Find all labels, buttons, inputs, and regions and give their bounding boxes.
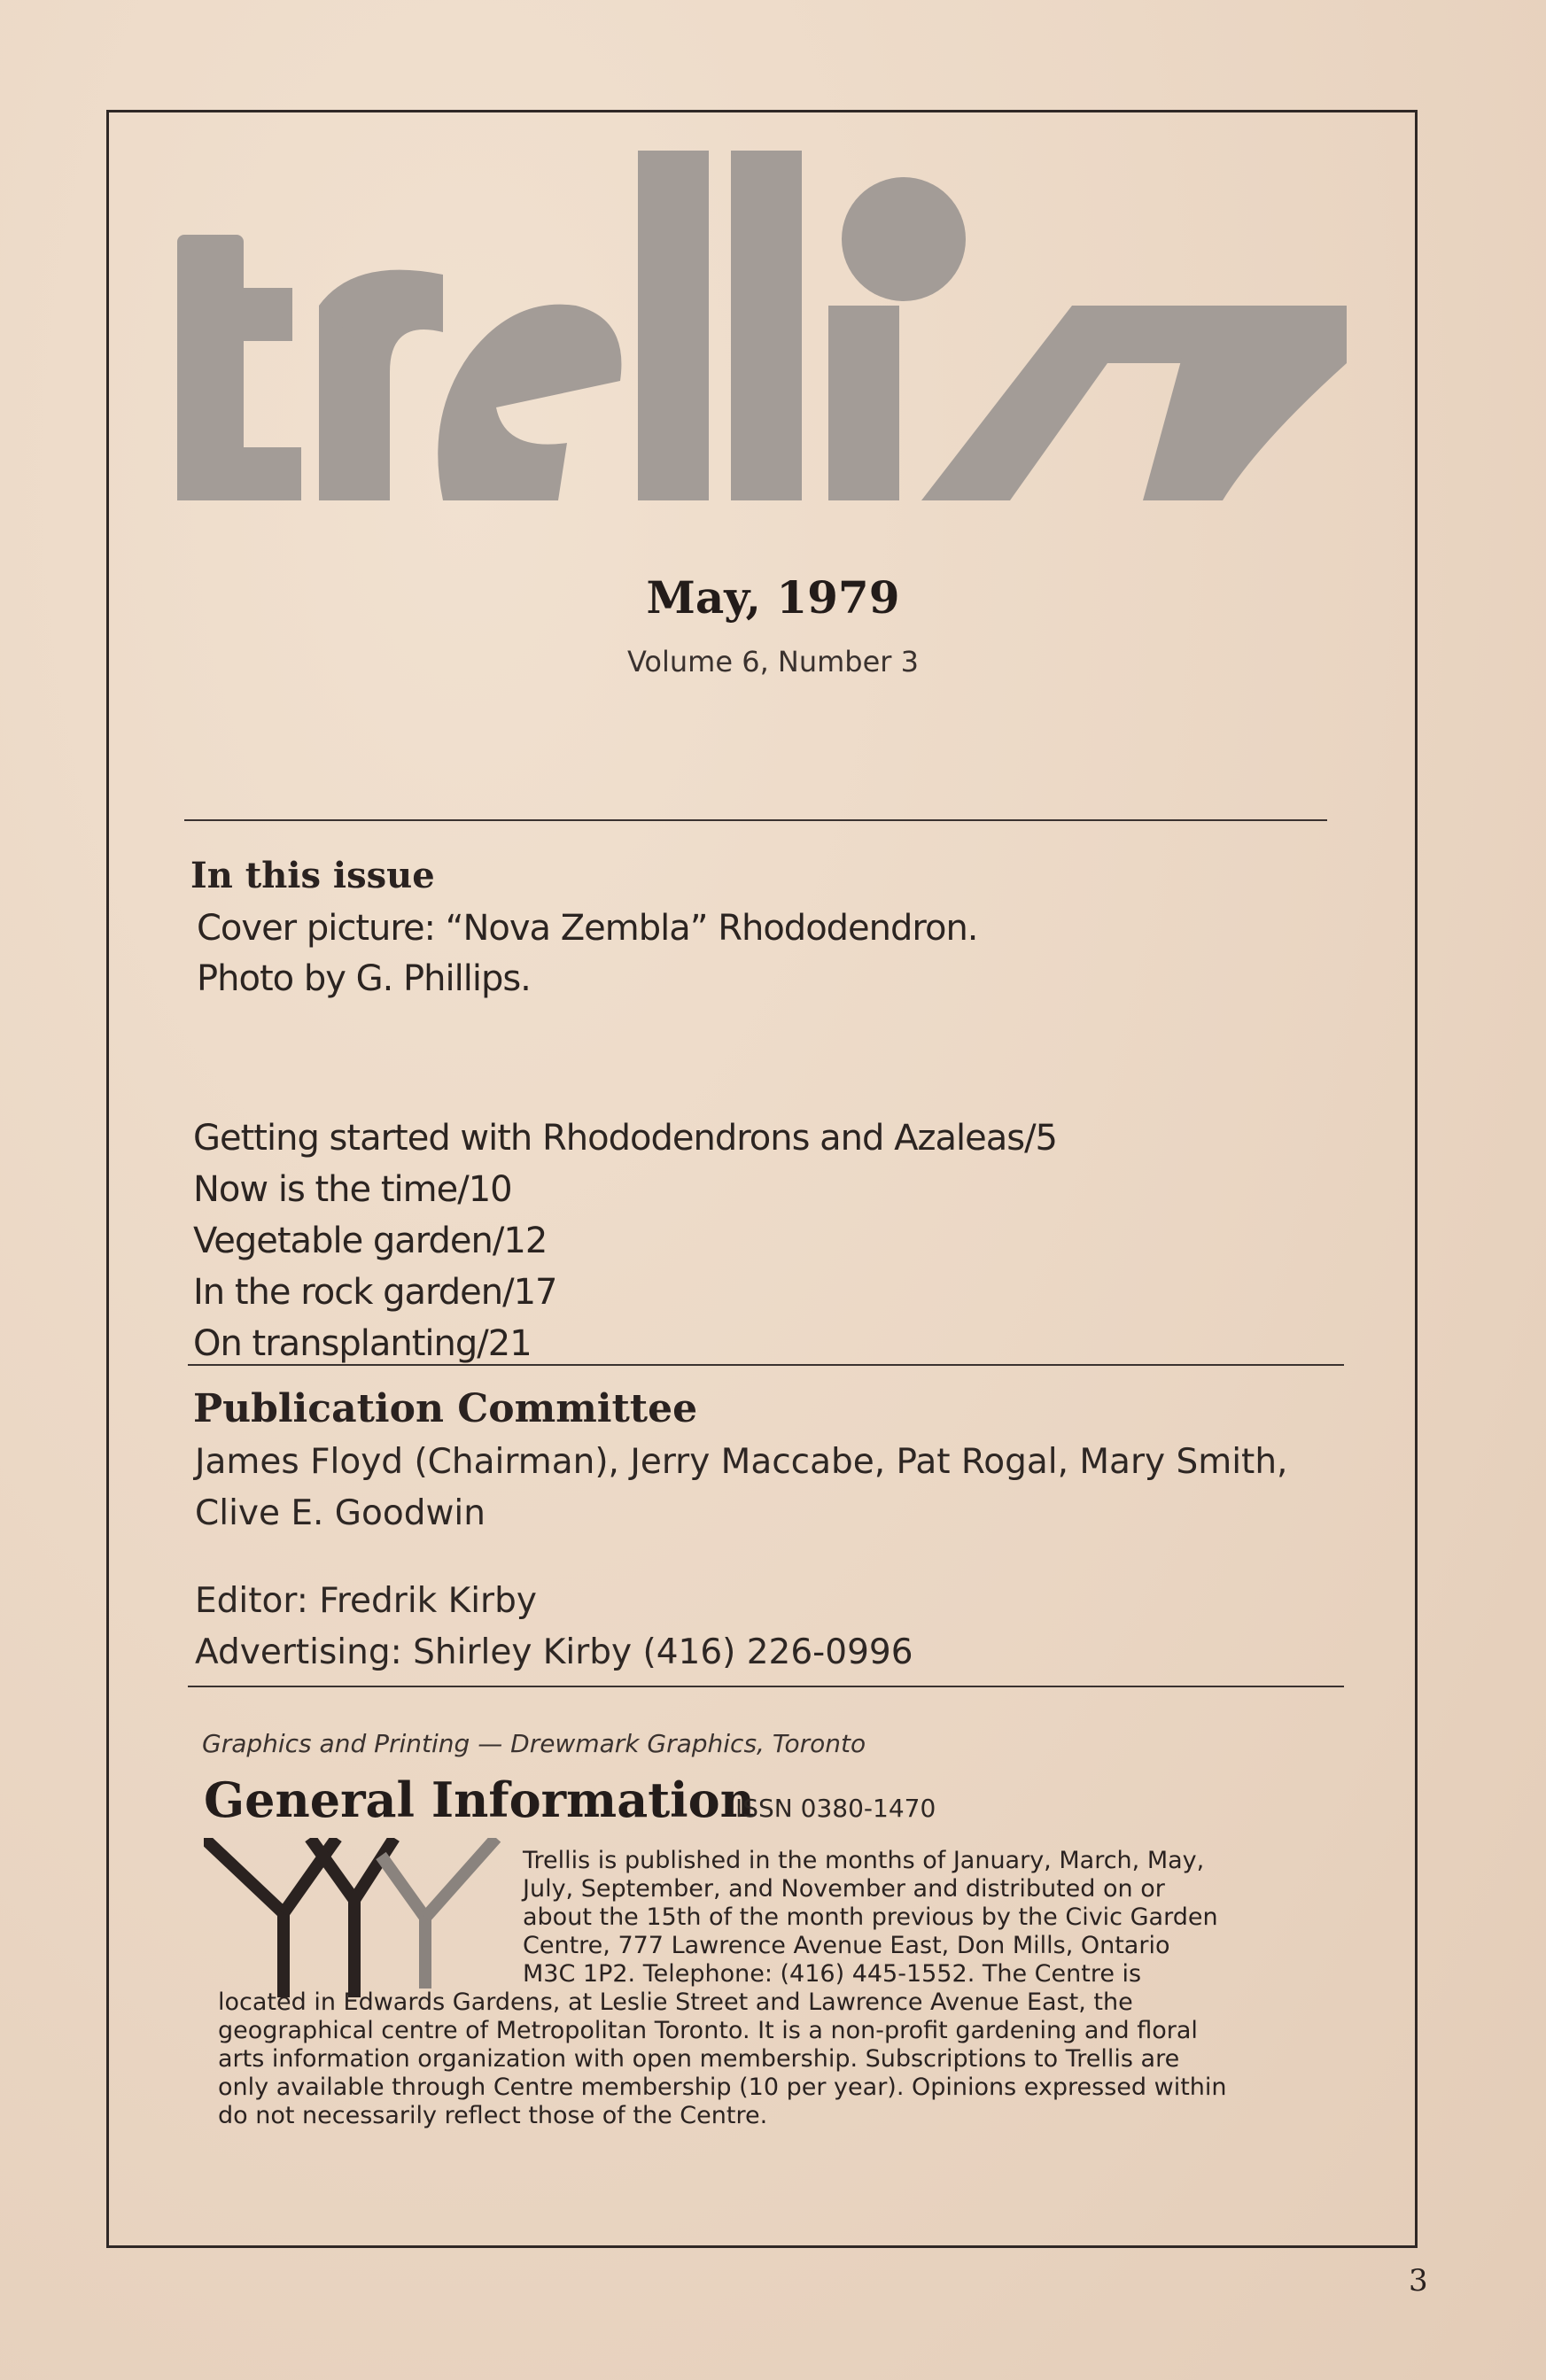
divider: [188, 1364, 1344, 1366]
divider: [188, 1686, 1344, 1687]
contents-item: Now is the time/10: [193, 1169, 512, 1210]
issue-date: May, 1979: [646, 571, 900, 624]
contents-item: On transplanting/21: [193, 1323, 532, 1364]
general-info-line: geographical centre of Metropolitan Toronto. It is a non-profit gardening and floral: [218, 2017, 1198, 2044]
masthead-logo: [177, 151, 1347, 540]
contents-item: In the rock garden/17: [193, 1272, 557, 1313]
general-info-line: July, September, and November and distributed on or: [523, 1875, 1165, 1903]
general-info-line: arts information organization with open membership. Subscriptions to Trellis are: [218, 2045, 1180, 2073]
editor-line: Editor: Fredrik Kirby: [195, 1581, 537, 1621]
general-info-line: only available through Centre membership (10 per year). Opinions expressed within: [218, 2074, 1227, 2101]
advertising-line: Advertising: Shirley Kirby (416) 226-0996: [195, 1632, 913, 1672]
graphics-credit: Graphics and Printing — Drewmark Graphics, Toronto: [202, 1729, 866, 1758]
committee-members-line: Clive E. Goodwin: [195, 1493, 486, 1533]
general-info-heading: General Information: [204, 1771, 755, 1828]
general-info-line: located in Edwards Gardens, at Leslie Street and Lawrence Avenue East, the: [218, 1989, 1133, 2016]
issn-number: ISSN 0380-1470: [735, 1794, 936, 1823]
general-info-line: Centre, 777 Lawrence Avenue East, Don Mills, Ontario: [523, 1932, 1170, 1959]
in-this-issue-heading: In this issue: [190, 855, 435, 896]
divider: [184, 819, 1327, 821]
contents-item: Getting started with Rhododendrons and Azaleas/5: [193, 1118, 1058, 1159]
page-number: 3: [1409, 2263, 1428, 2299]
general-info-line: about the 15th of the month previous by the Civic Garden: [523, 1903, 1218, 1931]
cover-caption-line: Photo by G. Phillips.: [197, 958, 531, 999]
contents-item: Vegetable garden/12: [193, 1221, 548, 1261]
civic-garden-centre-logo: [204, 1838, 505, 1997]
committee-members-line: James Floyd (Chairman), Jerry Maccabe, Pat Rogal, Mary Smith,: [195, 1442, 1288, 1482]
general-info-line: Trellis is published in the months of January, March, May,: [523, 1847, 1205, 1874]
cover-caption-line: Cover picture: “Nova Zembla” Rhododendron.: [197, 908, 978, 949]
general-info-line: do not necessarily reflect those of the Centre.: [218, 2102, 768, 2129]
issue-volume: Volume 6, Number 3: [627, 645, 919, 678]
committee-heading: Publication Committee: [193, 1386, 698, 1431]
general-info-line: M3C 1P2. Telephone: (416) 445-1552. The Centre is: [523, 1960, 1142, 1988]
